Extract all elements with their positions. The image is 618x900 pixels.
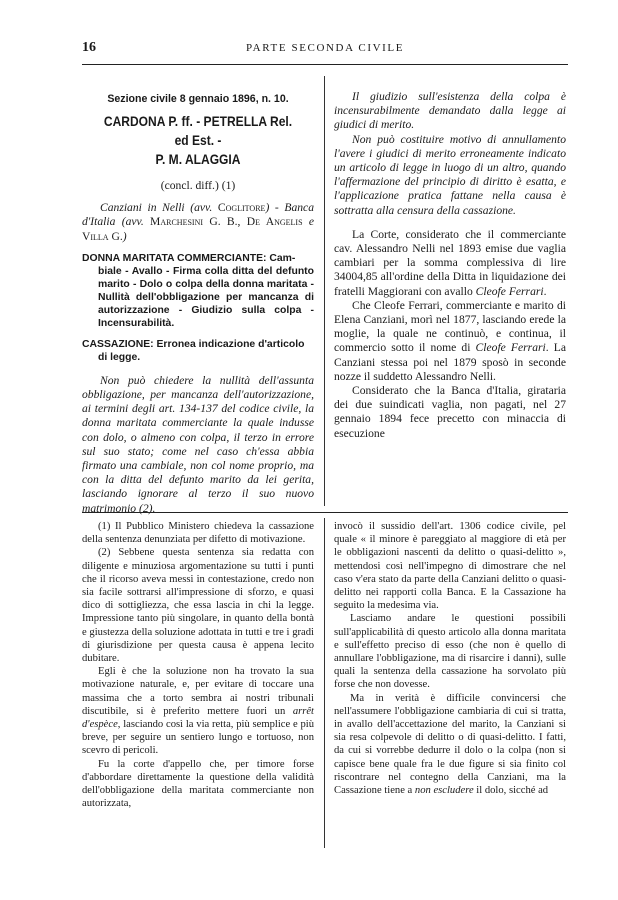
parties-end: ) [122, 229, 127, 243]
parties-mid: ) - [265, 201, 285, 215]
left-column [82, 90, 314, 516]
footnote-1: (1) Il Pubblico Ministero chiedeva la cassazione della sentenza denunziata per difetto di motivazione. [82, 521, 314, 546]
fn7-italic: non escludere [414, 785, 474, 797]
maxim1-cont: biale - Avallo - Firma colla ditta del defunto marito - Dolo o colpa della donna maritata - Nullità dell'obbligazione per mancanza di autorizzazione - Giudizio sulla colpa - Incensurabilità. [98, 265, 314, 329]
conclusion-note: (concl. diff.) (1) [160, 179, 236, 192]
maxim-heading-2 [82, 338, 314, 364]
fn3-text-a: Egli è che la soluzione non ha trovato la sua motivazione naturale, e, per evitare di toccare una massima che a torto sembra ai nostri tribunali discutibile, si è preferito mettere fuori un [82, 666, 314, 717]
corte1-italic: Cleofe Ferrari [475, 284, 544, 298]
lawyer-coglitore: Coglitore [217, 201, 266, 215]
massima-text: Non può chiedere la nullità dell'assunta obbligazione, per mancanza dell'autorizzazione, ai termini degli art. 134-137 del codice civile, la donna maritata commerciante la quale indusse con dolo, o almeno con colpa, il terzo in errore sul suo stato; come nel caso ch'essa abbia firmato una cambiale, non col nome proprio, ma con la ditta del defunto marito da lei gerita, lasciando ignorare al terzo il suo nuovo matrimonio (2). [82, 373, 314, 515]
parties-avv1: (avv. [184, 201, 218, 215]
header-rule [82, 64, 568, 65]
maxim-heading-1 [82, 252, 314, 330]
footnote-7 [334, 692, 566, 798]
case-title-line1: CARDONA P. ff. - PETRELLA Rel. ed Est. - [103, 113, 293, 148]
maxim2-head: CASSAZIONE: Erronea indicazione d'articolo [82, 338, 305, 350]
page-number: 16 [82, 40, 96, 55]
massima-continued-1: Il giudizio sull'esistenza della colpa è incensurabilmente demandato dalla legge ai giudici di merito. [334, 90, 566, 132]
maxim2-cont: di legge. [98, 351, 141, 363]
footnotes-left [82, 520, 314, 810]
case-title-line2: P. M. ALAGGIA [155, 151, 241, 167]
fn7-text-a: Ma in verità è difficile convincersi che nell'assumere l'obbligazione cambiaria di cui si tratta, in avallo dell'accettazione del marito, la Canziani si sia resa colpevole di delitto o di quasi-delitto. I fatti, da cui si vorrebbe dedurre il dolo o la colpa (non si capisce bene quale fra le due figure si sia finito col riscontrare nel contegno della Canziani, ma la Cassazione tiene a [334, 692, 566, 797]
parties-e: e [302, 215, 314, 229]
party-canziani: Canziani in Nelli [100, 201, 185, 215]
massima-continued-2: Non può costituire motivo di annullamento l'avere i giudici di merito erroneamente indicato un articolo di legge in luogo di un altro, quando l'affermazione del principio di diritto è esatta, e l'applicazione pratica fattane nella causa è sottratta alla censura della cassazione. [334, 132, 566, 217]
footnote-5: invocò il sussidio dell'art. 1306 codice civile, pel quale « il minore è pareggiato al maggiore di età per le obbligazioni nascenti da delitto o quasi-delitto », mettendosi così nell'impegno di dimostrare che nel caso v'era stato da parte della Canziani delitto o quasi-delitto nei rapporti colla Banca. E la Cassazione ha seguito la medesima via. [334, 521, 566, 612]
corte-paragraph-2 [334, 299, 566, 384]
corte-paragraph-3: Considerato che la Banca d'Italia, girataria dei due suindicati vaglia, non pagati, nel 27 gennaio 1894 fece precetto con minaccia di esecuzione [334, 384, 566, 440]
fn3-italic: arrêt d'espèce [82, 705, 314, 731]
column-divider [324, 76, 325, 506]
parties-avv2: (avv. [115, 215, 151, 229]
corte1-text: La Corte, considerato che il commerciante cav. Alessandro Nelli nel 1893 emise due vaglia cambiari per la somma complessiva di lire 34004,85 all'ordine della Ditta in liquidazione dei fratelli Maggiorani con avallo [334, 227, 566, 298]
running-title: PARTE SECONDA CIVILE [245, 42, 405, 54]
lawyer-marchesini: Marchesini G. B., De Angelis [150, 215, 303, 229]
corte2-text-b: . La Canziani stessa poi nel 1879 sposò in seconde nozze il suddetto Alessandro Nelli. [334, 341, 566, 383]
parties [82, 201, 314, 244]
footnotes-right [334, 520, 566, 797]
session-line: Sezione civile 8 gennaio 1896, n. 10. [107, 93, 289, 105]
corte1-end: . [543, 284, 547, 298]
maxim1-head: DONNA MARITATA COMMERCIANTE: Cam- [82, 252, 296, 264]
fn3-text-b: , lasciando così la via retta, più semplice e più breve, per seguire un sentiero lungo e tortuoso, non scevro di pericoli. [82, 719, 314, 757]
footnote-6: Lasciamo andare le questioni possibili sull'applicabilità di questo articolo alla donna maritata e sull'effetto preciso di esso (che non è quello di annullare l'obbligazione, ma di risarcire i danni), sulle quali la sentenza della cassazione ha sorvolato più forse che non dovesse. [334, 613, 566, 691]
corte2-italic: Cleofe Ferrari [475, 341, 546, 355]
lawyer-villa: Villa G. [82, 229, 123, 243]
case-title [98, 112, 298, 169]
party-banca: Banca d'Italia [82, 201, 314, 229]
footnote-2: (2) Sebbene questa sentenza sia redatta con diligente e minuziosa argomentazione su tutti i punti che il ricorso aveva messi in contestazione, credo non sia facile sottrarsi all'impressione di sforzo, e quasi dico di sottigliezza, che essa lascia in chi la legge. Impressione tanto più singolare, in quanto della bontà e giustezza della soluzione adottata in tutti e tre i gradi di giurisdizione per questa causa è appena lecito dubitare. [82, 547, 314, 665]
footnote-4: Fu la corte d'appello che, per timore forse d'abbordare direttamente la questione della validità dell'obbligazione della maritata commerciante non autorizzata, [82, 758, 314, 810]
corte-paragraph-1 [334, 228, 566, 299]
footnote-rule [82, 512, 568, 513]
fn7-text-b: il dolo, sicché ad [473, 785, 549, 797]
right-column [334, 90, 566, 441]
running-head [82, 40, 568, 60]
corte2-text-a: Che Cleofe Ferrari, commerciante e marito di Elena Canziani, morì nel 1877, lasciando erede la moglie, la quale ne continuò, e continua, il commercio sotto il nome di [334, 298, 566, 355]
footnote-column-divider [324, 518, 325, 848]
footnote-3 [82, 665, 314, 757]
